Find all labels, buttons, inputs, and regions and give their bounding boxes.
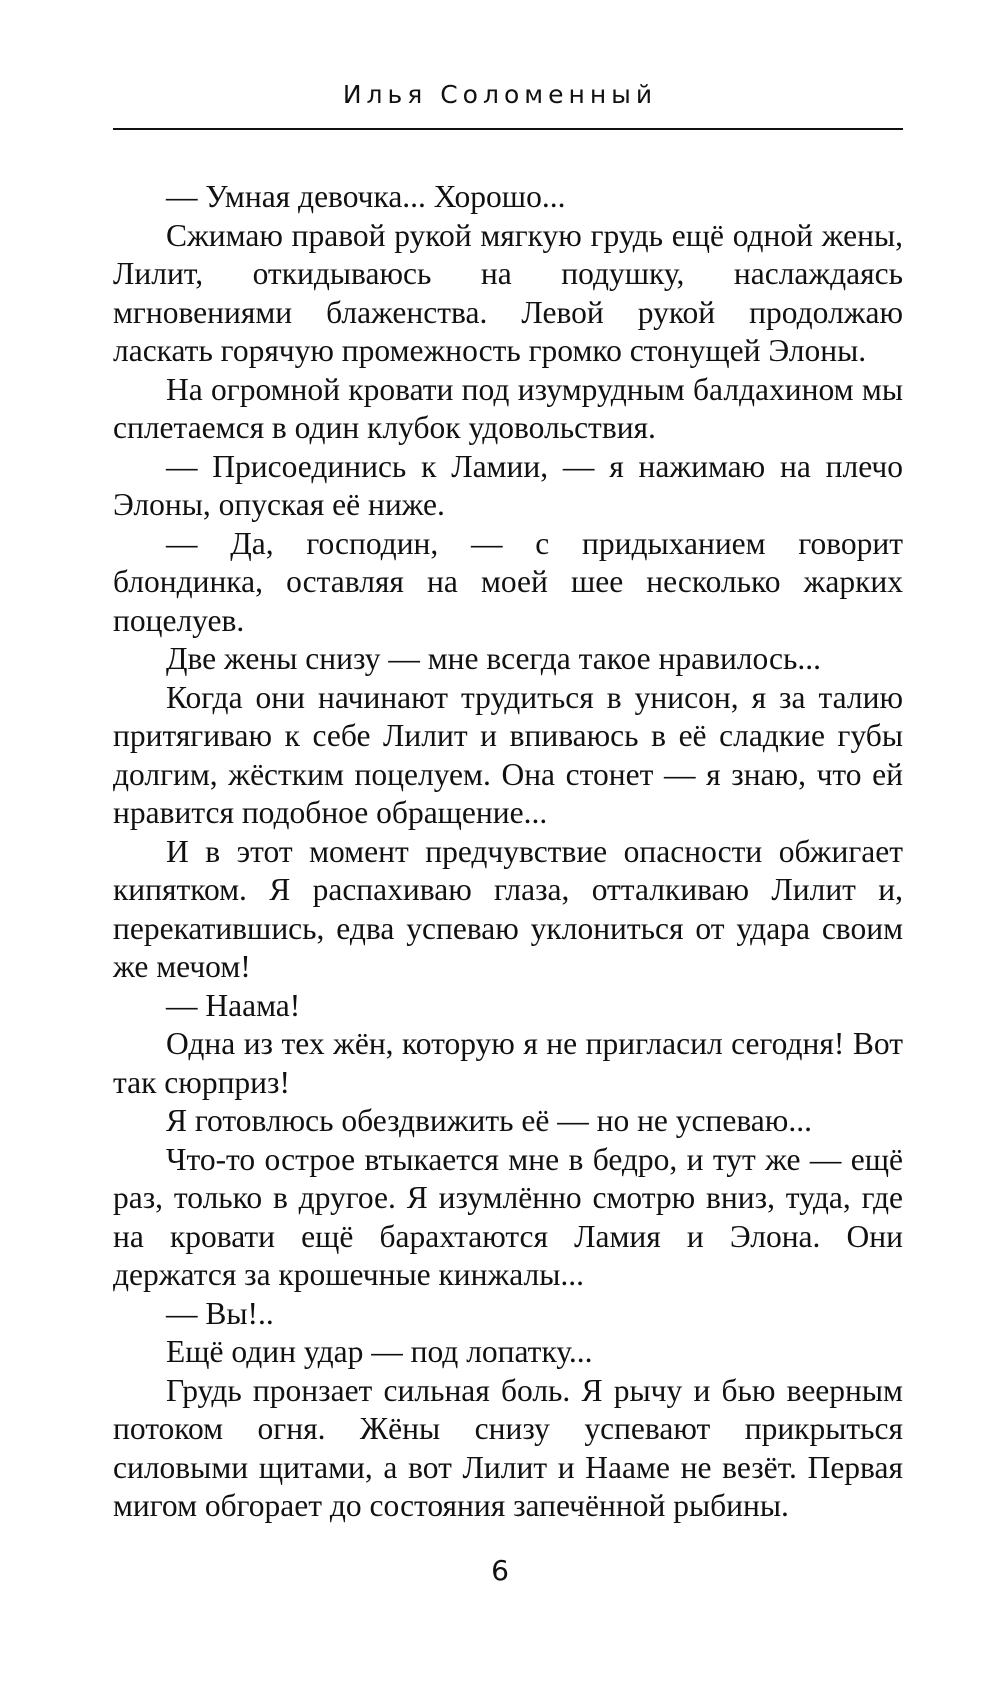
page-number: 6 — [491, 1554, 509, 1587]
header-divider — [113, 128, 903, 130]
paragraph: Что-то острое втыкается мне в бедро, и тут же — ещё раз, только в другое. Я изумлённо смотрю вниз, туда, где на кровати ещё барахтаются Ламия и Элона. Они держатся за крошечные кинжалы... — [113, 1141, 903, 1292]
paragraph: Одна из тех жён, которую я не пригласил сегодня! Вот так сюрприз! — [113, 1026, 903, 1100]
paragraph: На огромной кровати под изумрудным балдахином мы сплетаемся в один клубок удовольствия. — [113, 371, 903, 445]
paragraph: — Присоединись к Ламии, — я нажимаю на плечо Элоны, опуская её ниже. — [113, 448, 903, 522]
paragraph: — Да, господин, — с придыханием говорит блондинка, оставляя на моей шее несколько жарких поцелуев. — [113, 525, 903, 638]
running-header-author: Илья Соломенный — [342, 80, 658, 109]
paragraph: — Умная девочка... Хорошо... — [166, 179, 566, 214]
paragraph: Сжимаю правой рукой мягкую грудь ещё одной жены, Лилит, откидываюсь на подушку, наслаждаясь мгновениями блаженства. Левой рукой продолжаю ласкать горячую промежность громко стонущей Элоны. — [113, 217, 903, 368]
page-body-text — [113, 178, 903, 1526]
paragraph: — Наама! — [166, 987, 301, 1023]
paragraph: Я готовлюсь обездвижить её — но не успеваю... — [166, 1103, 812, 1138]
paragraph: — Вы!.. — [166, 1295, 274, 1331]
paragraph: Две жены снизу — мне всегда такое нравилось... — [166, 641, 822, 676]
paragraph: Грудь пронзает сильная боль. Я рычу и бью веерным потоком огня. Жёны снизу успевают прикрыться силовыми щитами, а вот Лилит и Нааме не везёт. Первая мигом обгорает до состояния запечённой рыбины. — [113, 1372, 903, 1523]
paragraph: Ещё один удар — под лопатку... — [166, 1334, 593, 1369]
paragraph: Когда они начинают трудиться в унисон, я за талию притягиваю к себе Лилит и впиваюсь в её сладкие губы долгим, жёстким поцелуем. Она стонет — я знаю, что ей нравится подобное обращение... — [113, 679, 903, 830]
paragraph: И в этот момент предчувствие опасности обжигает кипятком. Я распахиваю глаза, отталкиваю Лилит и, перекатившись, едва успеваю уклониться от удара своим же мечом! — [113, 833, 903, 984]
